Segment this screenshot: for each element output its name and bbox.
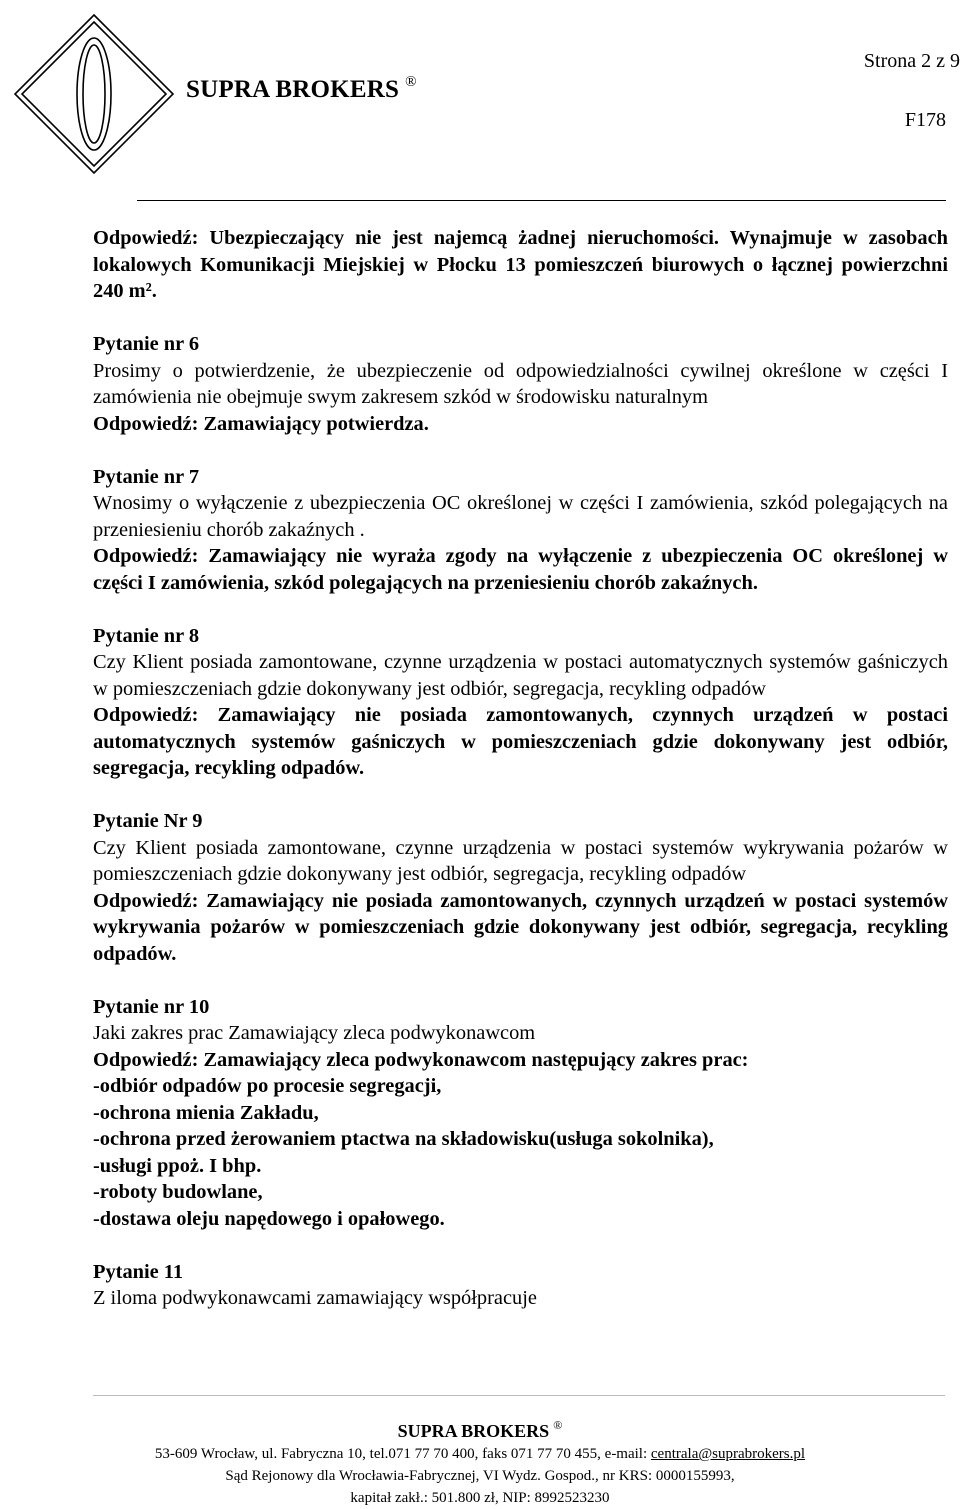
answer-10-list-item: -ochrona przed żerowaniem ptactwa na składowisku(usługa sokolnika),: [93, 1128, 714, 1150]
question-7-text: Wnosimy o wyłączenie z ubezpieczenia OC określonej w części I zamówienia, szkód polegających na przeniesieniu chorób zakaźnych .: [93, 492, 948, 541]
footer-divider: [93, 1395, 945, 1396]
answer-7: Odpowiedź: Zamawiający nie wyraża zgody na wyłączenie z ubezpieczenia OC określonej w części I zamówienia, szkód polegających na przeniesieniu chorób zakaźnych.: [93, 545, 948, 594]
answer-10: Odpowiedź: Zamawiający zleca podwykonawcom następujący zakres prac:: [93, 1048, 749, 1071]
question-6-heading: Pytanie nr 6: [93, 333, 200, 355]
registered-mark: ®: [405, 74, 417, 90]
footer-capital-nip: kapitał zakł.: 501.800 zł, NIP: 8992523230: [350, 1490, 610, 1506]
answer-8: Odpowiedź: Zamawiający nie posiada zamontowanych, czynnych urządzeń w postaci automatycznych systemów gaśniczych w pomieszczeniach gdzie dokonywany jest odbiór, segregacja, recykling odpadów.: [93, 704, 948, 779]
footer-email-link[interactable]: centrala@suprabrokers.pl: [650, 1446, 806, 1462]
answer-10-list-item: -ochrona mienia Zakładu,: [93, 1101, 319, 1124]
supra-brokers-logo-icon: [14, 14, 174, 174]
answer-10-list-item: -dostawa oleju napędowego i opałowego.: [93, 1207, 445, 1230]
answer-6: Odpowiedź: Zamawiający potwierdza.: [93, 412, 429, 435]
page-number: Strona 2 z 9: [863, 50, 960, 72]
question-7-heading: Pytanie nr 7: [93, 465, 200, 488]
question-8-heading: Pytanie nr 8: [93, 624, 200, 647]
footer: [0, 1413, 960, 1509]
header-divider: [137, 200, 946, 201]
form-code: F178: [904, 109, 946, 131]
answer-10-list-item: -odbiór odpadów po procesie segregacji,: [93, 1075, 442, 1097]
question-11-text: Z iloma podwykonawcami zamawiający współpracuje: [93, 1287, 537, 1309]
document-body: [93, 225, 948, 1312]
answer-9: Odpowiedź: Zamawiający nie posiada zamontowanych, czynnych urządzeń w postaci systemów wykrywania pożarów w pomieszczeniach gdzie dokonywany jest odbiór, segregacja, recykling odpadów.: [93, 889, 948, 965]
question-8-text: Czy Klient posiada zamontowane, czynne urządzenia w postaci automatycznych systemów gaśniczych w pomieszczeniach gdzie dokonywany jest odbiór, segregacja, recykling odpadów: [93, 651, 948, 700]
answer-5: Odpowiedź: Ubezpieczający nie jest najemcą żadnej nieruchomości. Wynajmuje w zasobach lokalowych Komunikacji Miejskiej w Płocku 13 pomieszczeń biurowych o łącznej powierzchni 240 m².: [93, 227, 948, 302]
footer-brand: SUPRA BROKERS ®: [397, 1418, 563, 1441]
question-10-text: Jaki zakres prac Zamawiający zleca podwykonawcom: [93, 1022, 536, 1044]
footer-address: 53-609 Wrocław, ul. Fabryczna 10, tel.071 77 70 400, faks 071 77 70 455, e-mail: centrala@suprabrokers.pl: [154, 1446, 806, 1462]
header-brand: SUPRA BROKERS ®: [186, 74, 417, 103]
question-11-heading: Pytanie 11: [93, 1260, 184, 1283]
question-6-text: Prosimy o potwierdzenie, że ubezpieczenie od odpowiedzialności cywilnej określone w części I zamówienia nie obejmuje swym zakresem szkód w środowisku naturalnym: [93, 359, 948, 408]
question-9-heading: Pytanie Nr 9: [93, 810, 203, 832]
footer-court-registry: Sąd Rejonowy dla Wrocławia-Fabrycznej, VI Wydz. Gospod., nr KRS: 0000155993,: [225, 1468, 735, 1484]
question-9-text: Czy Klient posiada zamontowane, czynne urządzenia w postaci systemów wykrywania pożarów w pomieszczeniach gdzie dokonywany jest odbiór, segregacja, recykling odpadów: [93, 836, 948, 885]
registered-mark: ®: [553, 1418, 563, 1432]
question-10-heading: Pytanie nr 10: [93, 995, 210, 1018]
answer-10-list-item: -roboty budowlane,: [93, 1181, 263, 1203]
answer-10-list-item: -usługi ppoż. I bhp.: [93, 1154, 262, 1177]
